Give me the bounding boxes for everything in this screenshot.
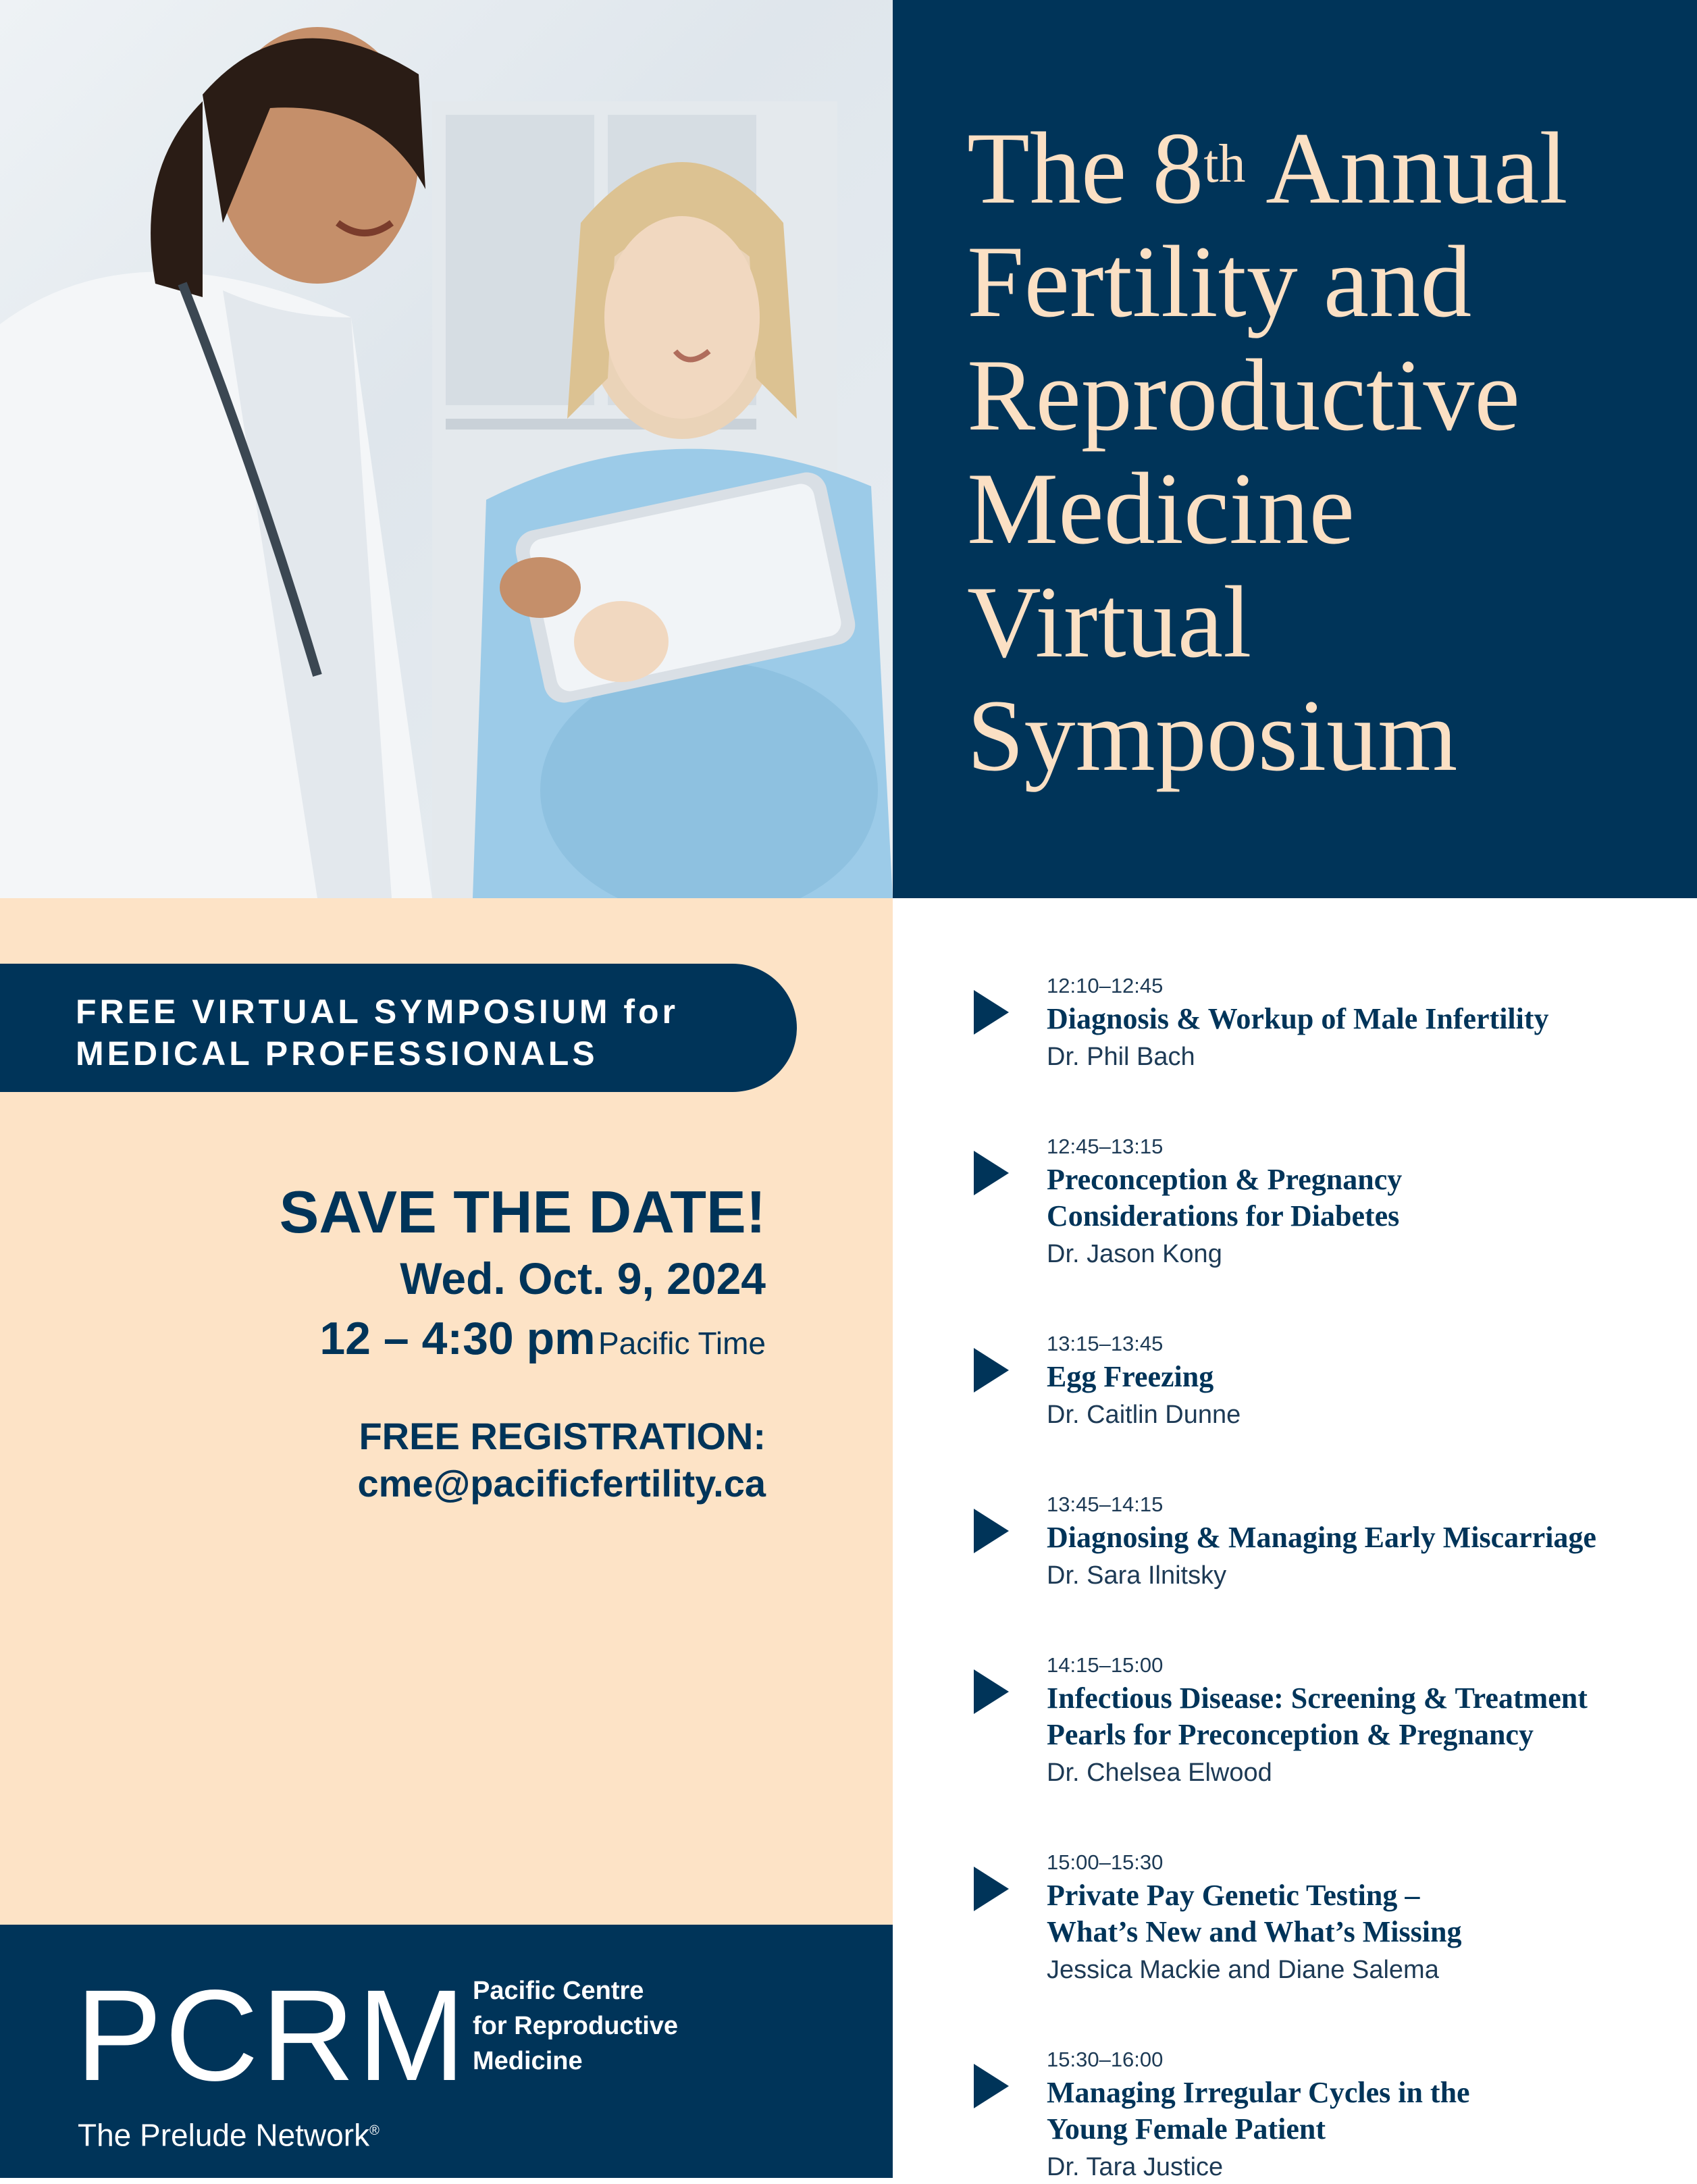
session-time: 15:00–15:30 [1047, 1850, 1164, 1874]
agenda-item [959, 1491, 1675, 1592]
session-title-line: Managing Irregular Cycles in the [1047, 2076, 1470, 2109]
session-speaker: Dr. Sara Ilnitsky [1047, 1561, 1227, 1590]
session-title [1047, 1519, 1675, 1556]
agenda-item [959, 972, 1675, 1074]
network-name: The Prelude Network® [78, 2117, 380, 2153]
audience-banner [0, 964, 797, 1092]
agenda-item [959, 2046, 1675, 2184]
triangle-bullet-icon [974, 1509, 1009, 1553]
triangle-bullet-icon [974, 990, 1009, 1035]
footer [0, 1925, 893, 2178]
session-title-line: What’s New and What’s Missing [1047, 1915, 1462, 1948]
triangle-bullet-icon [974, 1669, 1009, 1714]
session-title [1047, 1877, 1675, 1950]
session-time: 13:15–13:45 [1047, 1332, 1164, 1355]
session-time: 12:10–12:45 [1047, 974, 1164, 997]
session-speaker: Dr. Chelsea Elwood [1047, 1759, 1272, 1787]
title-line-4: Medicine [967, 452, 1355, 565]
session-title-line: Young Female Patient [1047, 2112, 1326, 2146]
pcrm-logo: PCRM [76, 1962, 469, 2108]
event-info-panel [0, 898, 893, 1925]
event-date: Wed. Oct. 9, 2024 [400, 1253, 766, 1303]
title-line-5: Virtual [967, 565, 1252, 679]
session-time: 12:45–13:15 [1047, 1135, 1164, 1158]
session-title-line: Diagnosis & Workup of Male Infertility [1047, 1002, 1549, 1035]
triangle-bullet-icon [974, 1867, 1009, 1911]
session-title [1047, 2075, 1675, 2148]
title-panel [893, 0, 1697, 898]
session-time: 15:30–16:00 [1047, 2048, 1164, 2071]
triangle-bullet-icon [974, 1348, 1009, 1393]
session-speaker: Dr. Jason Kong [1047, 1240, 1222, 1268]
event-timezone: Pacific Time [598, 1326, 766, 1361]
audience-banner-text: FREE VIRTUAL SYMPOSIUM for MEDICAL PROFESSIONALS [76, 993, 679, 1072]
triangle-bullet-icon [974, 2064, 1009, 2108]
doctor-patient-illustration [0, 0, 893, 898]
triangle-bullet-icon [974, 1151, 1009, 1195]
event-title [967, 111, 1683, 792]
title-line-3: Reproductive [967, 338, 1520, 452]
session-title-line: Private Pay Genetic Testing – [1047, 1879, 1420, 1912]
hero-photo [0, 0, 893, 898]
agenda-item [959, 1133, 1675, 1271]
title-line-6: Symposium [967, 679, 1458, 792]
organization-name: Pacific Centre for Reproductive Medicine [473, 1977, 679, 2075]
session-title [1047, 1162, 1675, 1234]
title-line-1: The 8th Annual [967, 111, 1568, 225]
session-title [1047, 1359, 1675, 1395]
session-title [1047, 1680, 1675, 1753]
event-time-range: 12 – 4:30 pm [319, 1313, 596, 1364]
session-title-line: Egg Freezing [1047, 1360, 1214, 1393]
agenda-item [959, 1330, 1675, 1432]
registered-mark: ® [369, 2123, 380, 2138]
agenda-item [959, 1652, 1675, 1790]
event-time [280, 1309, 766, 1380]
session-speaker: Dr. Phil Bach [1047, 1043, 1195, 1071]
session-title-line: Pearls for Preconception & Pregnancy [1047, 1718, 1534, 1751]
registration-email-link[interactable]: cme@pacificfertility.ca [357, 1462, 766, 1505]
session-title-line: Infectious Disease: Screening & Treatment [1047, 1682, 1588, 1715]
session-time: 14:15–15:00 [1047, 1653, 1164, 1677]
title-line-2: Fertility and [967, 225, 1472, 338]
save-the-date-block [280, 1178, 766, 1507]
session-title-line: Diagnosing & Managing Early Miscarriage [1047, 1521, 1596, 1554]
session-speaker: Dr. Caitlin Dunne [1047, 1401, 1241, 1429]
session-speaker: Jessica Mackie and Diane Salema [1047, 1956, 1439, 1984]
session-time: 13:45–14:15 [1047, 1492, 1164, 1516]
session-title-line: Preconception & Pregnancy [1047, 1163, 1403, 1196]
session-title [1047, 1001, 1675, 1037]
registration-label: FREE REGISTRATION: [359, 1415, 766, 1457]
agenda-item [959, 1849, 1675, 1987]
save-the-date-heading: SAVE THE DATE! [279, 1178, 766, 1245]
agenda-list [959, 972, 1675, 2184]
session-title-line: Considerations for Diabetes [1047, 1199, 1400, 1232]
session-speaker: Dr. Tara Justice [1047, 2153, 1224, 2181]
ordinal-suffix: th [1203, 134, 1246, 194]
